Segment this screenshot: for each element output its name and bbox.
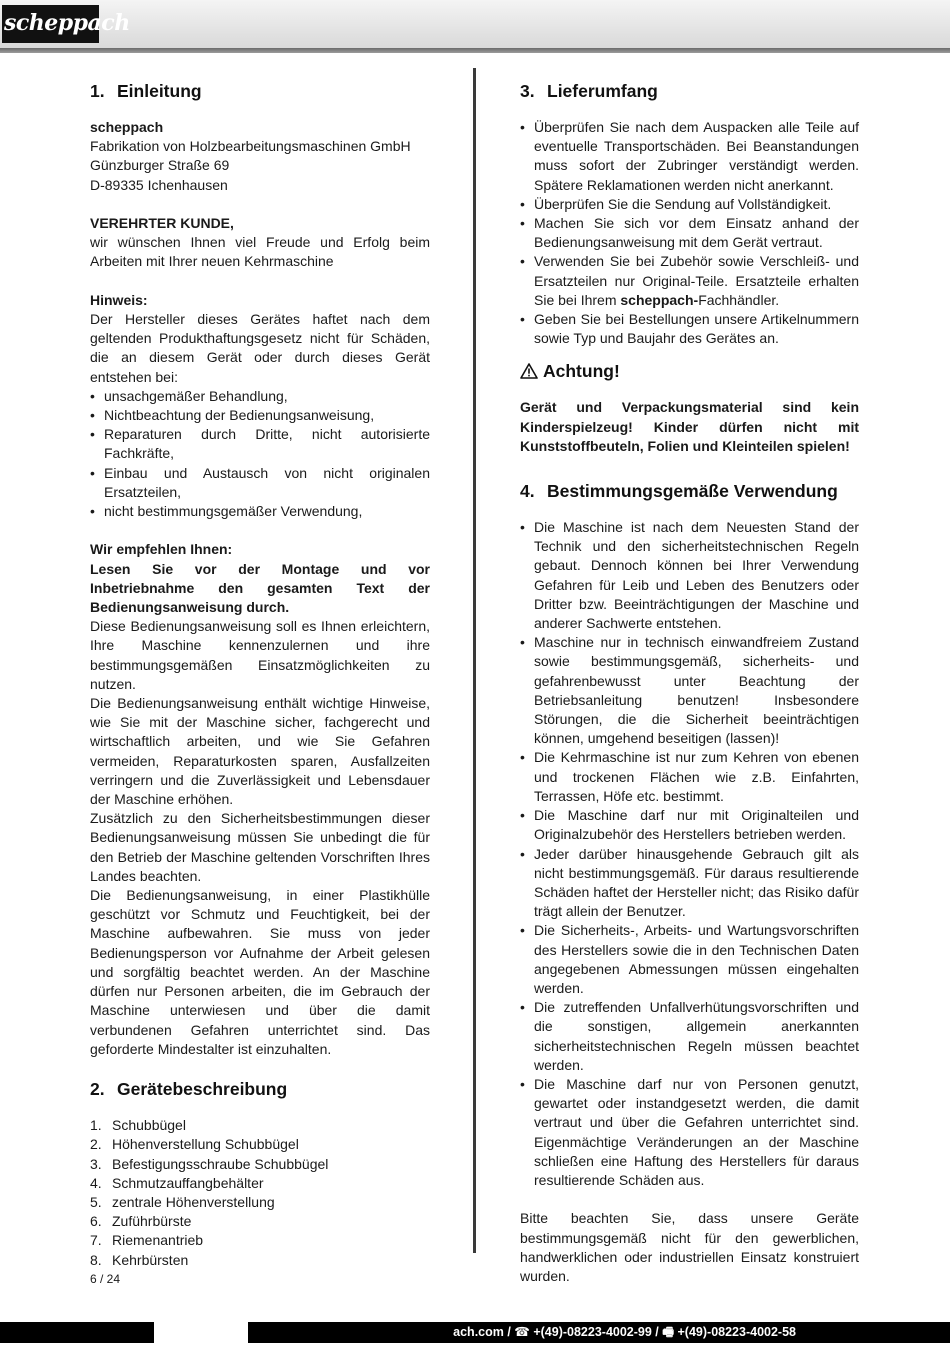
footer-contact: ach.com / ☎ +(49)-08223-4002-99 / 🖷 +(49)-08223-4002-58 — [453, 1325, 796, 1339]
list-item: 5. zentrale Höhenverstellung — [90, 1193, 275, 1210]
list-item: • Maschine nur in technisch einwandfreiem Zustand sowie bestimmungsgemäß, sicherheits- und gefahrenbewusst unter Beachtung der Betriebsanleitung benutzen! Insbesondere Störungen, die die Sicherheit beeinträchtigen können, umgehend beseitigen (lassen)! — [520, 633, 859, 748]
list-item: 4. Schmutzauffangbehälter — [90, 1174, 264, 1191]
list-item: 8. Kehrbürsten — [90, 1251, 189, 1268]
list-item: • Die Kehrmaschine ist nur zum Kehren von ebenen und trockenen Flächen wie z.B. Einfahrten, Terrassen, Höfe etc. bestimmt. — [520, 748, 859, 806]
section-4-heading: 4. Bestimmungsgemäße Verwendung — [520, 481, 838, 502]
list-item: • Die Sicherheits-, Arbeits- und Wartungsvorschriften des Herstellers sowie die in den Technischen Daten angegebenen Abmessungen müssen eingehalten werden. — [520, 921, 859, 998]
list-item: • Überprüfen Sie die Sendung auf Vollständigkeit. — [520, 195, 859, 214]
list-item: • Jeder darüber hinausgehende Gebrauch gilt als nicht bestimmungsgemäß. Für daraus resultierende Schäden haftet der Hersteller nicht; das Risiko dafür trägt allein der Benutzer. — [520, 845, 859, 922]
note-text: Der Hersteller dieses Gerätes haftet nach dem geltenden Produkthaftungsgesetz nicht für Schäden, die an diesem Gerät oder durch dieses Gerät entstehen bei: — [90, 311, 430, 385]
list-item: • Geben Sie bei Bestellungen unsere Artikelnummern sowie Typ und Baujahr des Gerätes an. — [520, 310, 859, 348]
list-item: • Einbau und Austausch von nicht originalen Ersatzteilen, — [90, 464, 430, 502]
header-divider — [0, 48, 950, 53]
list-item: • Die Maschine darf nur von Personen genutzt, gewartet oder instandgesetzt werden, die damit vertraut und über die Gefahren unterrichtet sind. Eigenmächtige Veränderungen an der Maschine schließen eine Haftung des Herstellers für daraus resultierende Schäden aus. — [520, 1075, 859, 1190]
brand-logo-text: scheppach — [4, 10, 130, 36]
paragraph: Zusätzlich zu den Sicherheitsbestimmungen dieser Bedienungsanweisung müssen Sie unbedingt die für den Betrieb der Maschine geltenden Vorschriften Ihres Landes beachten. — [90, 810, 430, 884]
section-1-heading: 1. Einleitung — [90, 81, 202, 101]
paragraph: Diese Bedienungsanweisung soll es Ihnen erleichtern, Ihre Maschine kennenzulernen und ihre bestimmungsgemäßen Einsatzmöglichkeiten zu nutzen. — [90, 618, 430, 692]
list-item: • Reparaturen durch Dritte, nicht autorisierte Fachkräfte, — [90, 425, 430, 463]
warning-heading: Achtung! — [520, 360, 859, 382]
closing-text: Bitte beachten Sie, dass unsere Geräte bestimmungsgemäß nicht für den gewerblichen, handwerklichen oder industriellen Einsatz konstruiert wurden. — [520, 1210, 859, 1284]
page-header — [0, 0, 950, 48]
usage-list — [520, 518, 859, 1190]
company-line: D-89335 Ichenhausen — [90, 176, 228, 193]
list-item: 6. Zuführbürste — [90, 1213, 192, 1230]
company-line: Günzburger Straße 69 — [90, 157, 230, 174]
list-item: • Die zutreffenden Unfallverhütungsvorschriften und die sonstigen, allgemein anerkannten sicherheitstechnischen Regeln müssen beachtet werden. — [520, 998, 859, 1075]
section-3-heading: 3. Lieferumfang — [520, 81, 658, 101]
list-item: • Nichtbeachtung der Bedienungsanweisung, — [90, 406, 430, 425]
list-item: • Die Maschine darf nur mit Originalteilen und Originalzubehör des Herstellers betrieben werden. — [520, 806, 859, 844]
left-column — [90, 80, 430, 1270]
paragraph: Die Bedienungsanweisung, in einer Plastikhülle geschützt vor Schmutz und Feuchtigkeit, bei der Maschine aufbewahren. Sie muss von jeder Bedienungsperson vor Aufnahme der Arbeit gelesen und sorgfältig beachtet werden. An der Maschine dürfen nur Personen arbeiten, die im Gebrauch der Maschine unterwiesen und über die damit verbundenen Gefahren unterrichtet sind. Das geforderte Mindestalter ist einzuhalten. — [90, 887, 430, 1057]
list-item: • Die Maschine ist nach dem Neuesten Stand der Technik und den sicherheitstechnischen Regeln gebaut. Dennoch können bei Ihrer Verwendung Gefahren für Leib und Leben des Benutzers oder Dritter bzw. Beeinträchtigungen der Maschine und anderer Sachwerte entstehen. — [520, 518, 859, 633]
footer-gap — [154, 1322, 248, 1343]
page-number: 6 / 24 — [90, 1272, 121, 1286]
list-item: • nicht bestimmungsgemäßer Verwendung, — [90, 502, 430, 521]
company-name: scheppach — [90, 119, 164, 135]
list-item: • unsachgemäßer Behandlung, — [90, 387, 430, 406]
section-2-heading: 2. Gerätebeschreibung — [90, 1079, 288, 1100]
list-item: 1. Schubbügel — [90, 1117, 186, 1134]
right-column — [520, 80, 859, 1286]
warning-text: Gerät und Verpackungsmaterial sind kein Kinderspielzeug! Kinder dürfen nicht mit Kunststoffbeuteln, Folien und Kleinteilen spielen! — [520, 399, 859, 454]
company-line: Fabrikation von Holzbearbeitungsmaschinen GmbH — [90, 138, 411, 155]
brand-logo — [2, 5, 130, 43]
delivery-list — [520, 118, 859, 348]
list-item: 3. Befestigungsschraube Schubbügel — [90, 1155, 329, 1172]
list-item: 7. Riemenantrieb — [90, 1232, 204, 1249]
greeting-title: VEREHRTER KUNDE, — [90, 215, 234, 231]
warning-triangle-icon — [520, 363, 538, 379]
list-item: • Machen Sie sich vor dem Einsatz anhand der Bedienungsanweisung mit dem Gerät vertraut. — [520, 214, 859, 252]
note-title: Hinweis: — [90, 291, 148, 308]
list-item: • Verwenden Sie bei Zubehör sowie Verschleiß- und Ersatzteilen nur Original-Teile. Ersatzteile erhalten Sie bei Ihrem scheppach-Fachhändler. — [520, 252, 859, 310]
list-item: • Überprüfen Sie nach dem Auspacken alle Teile auf eventuelle Transportschäden. Bei Beanstandungen muss sofort der Zubringer verständigt werden. Spätere Reklamationen werden nicht anerkannt. — [520, 118, 859, 195]
greeting-text: wir wünschen Ihnen viel Freude und Erfolg beim Arbeiten mit Ihrer neuen Kehrmaschine — [90, 234, 430, 270]
parts-list — [90, 1116, 430, 1270]
paragraph: Die Bedienungsanweisung enthält wichtige Hinweise, wie Sie mit der Maschine sicher, fachgerecht und wirtschaftlich arbeiten, und wie Sie Gefahren vermeiden, Reparaturkosten sparen, Ausfallzeiten verringern und die Zuverlässigkeit und Lebensdauer der Maschine erhöhen. — [90, 695, 430, 808]
note-list — [90, 387, 430, 521]
recommend-title: Wir empfehlen Ihnen: — [90, 541, 233, 558]
column-divider — [473, 68, 476, 1253]
list-item: 2. Höhenverstellung Schubbügel — [90, 1136, 299, 1153]
recommend-text: Lesen Sie vor der Montage und vor Inbetriebnahme den gesamten Text der Bedienungsanweisung durch. — [90, 560, 430, 616]
